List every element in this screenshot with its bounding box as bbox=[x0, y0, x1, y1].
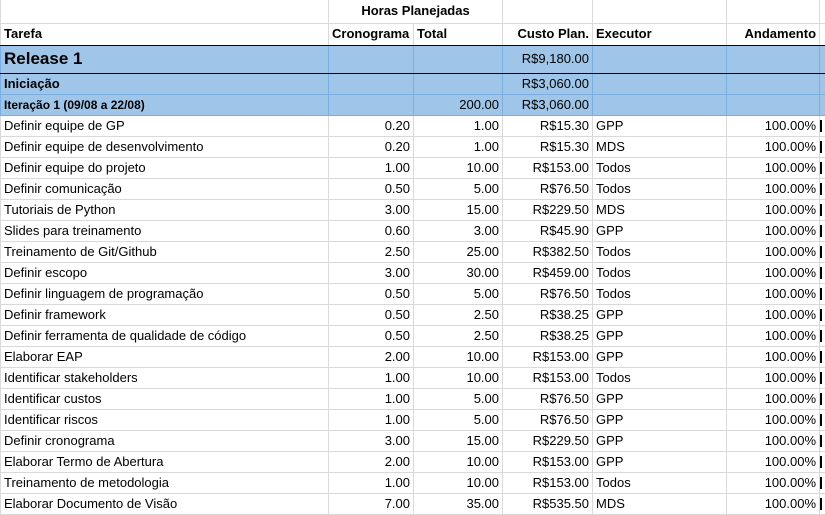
task-progress[interactable]: 100.00% bbox=[727, 346, 820, 367]
task-cost[interactable]: R$229.50 bbox=[503, 199, 593, 220]
task-cronograma[interactable]: 0.20 bbox=[329, 115, 414, 136]
task-cost[interactable]: R$153.00 bbox=[503, 157, 593, 178]
task-executor[interactable]: Todos bbox=[593, 367, 727, 388]
task-row bbox=[1, 157, 825, 178]
task-cronograma[interactable]: 1.00 bbox=[329, 367, 414, 388]
task-executor[interactable]: GPP bbox=[593, 325, 727, 346]
task-name[interactable]: Definir equipe de desenvolvimento bbox=[1, 136, 329, 157]
task-executor[interactable]: MDS bbox=[593, 493, 727, 514]
task-cost[interactable]: R$153.00 bbox=[503, 472, 593, 493]
header-row-columns bbox=[1, 23, 825, 45]
task-total[interactable]: 5.00 bbox=[414, 178, 503, 199]
task-executor[interactable]: Todos bbox=[593, 262, 727, 283]
task-executor[interactable]: Todos bbox=[593, 178, 727, 199]
task-cost[interactable]: R$153.00 bbox=[503, 451, 593, 472]
cell[interactable] bbox=[329, 94, 414, 115]
cell[interactable] bbox=[593, 94, 727, 115]
task-row bbox=[1, 262, 825, 283]
cell[interactable] bbox=[820, 0, 825, 23]
task-cronograma[interactable]: 0.20 bbox=[329, 136, 414, 157]
cell[interactable] bbox=[593, 73, 727, 94]
task-cost[interactable]: R$382.50 bbox=[503, 241, 593, 262]
task-cronograma[interactable]: 0.50 bbox=[329, 178, 414, 199]
task-row bbox=[1, 115, 825, 136]
task-total[interactable]: 30.00 bbox=[414, 262, 503, 283]
task-executor[interactable]: GPP bbox=[593, 346, 727, 367]
column-header-executor[interactable]: Executor bbox=[593, 23, 727, 45]
task-progress[interactable]: 100.00% bbox=[727, 325, 820, 346]
task-cost[interactable]: R$459.00 bbox=[503, 262, 593, 283]
iteration-row bbox=[1, 94, 825, 115]
task-row bbox=[1, 220, 825, 241]
cell[interactable] bbox=[820, 45, 825, 73]
task-row bbox=[1, 367, 825, 388]
task-executor[interactable]: MDS bbox=[593, 199, 727, 220]
cell[interactable] bbox=[329, 73, 414, 94]
task-row bbox=[1, 451, 825, 472]
task-name[interactable]: Definir comunicação bbox=[1, 178, 329, 199]
task-cost[interactable]: R$535.50 bbox=[503, 493, 593, 514]
task-total[interactable]: 3.00 bbox=[414, 220, 503, 241]
task-row bbox=[1, 241, 825, 262]
task-cronograma[interactable]: 0.50 bbox=[329, 304, 414, 325]
task-progress[interactable]: 100.00% bbox=[727, 178, 820, 199]
task-name[interactable]: Tutoriais de Python bbox=[1, 199, 329, 220]
task-row bbox=[1, 283, 825, 304]
task-total[interactable]: 1.00 bbox=[414, 136, 503, 157]
release-row bbox=[1, 45, 825, 73]
task-row bbox=[1, 304, 825, 325]
cell[interactable] bbox=[727, 45, 820, 73]
task-executor[interactable]: GPP bbox=[593, 304, 727, 325]
task-cronograma[interactable]: 1.00 bbox=[329, 472, 414, 493]
task-name[interactable]: Elaborar EAP bbox=[1, 346, 329, 367]
task-total[interactable]: 1.00 bbox=[414, 115, 503, 136]
cell[interactable] bbox=[820, 304, 825, 325]
cell[interactable] bbox=[329, 45, 414, 73]
task-name[interactable]: Definir cronograma bbox=[1, 430, 329, 451]
group-label[interactable]: Iteração 1 (09/08 a 22/08) bbox=[1, 94, 329, 115]
task-total[interactable]: 10.00 bbox=[414, 451, 503, 472]
cell[interactable] bbox=[820, 23, 825, 45]
task-executor[interactable]: GPP bbox=[593, 451, 727, 472]
cell[interactable] bbox=[820, 157, 825, 178]
task-name[interactable]: Definir equipe do projeto bbox=[1, 157, 329, 178]
cell[interactable] bbox=[820, 241, 825, 262]
task-name[interactable]: Identificar stakeholders bbox=[1, 367, 329, 388]
task-executor[interactable]: Todos bbox=[593, 157, 727, 178]
cell[interactable] bbox=[820, 346, 825, 367]
cell[interactable] bbox=[820, 325, 825, 346]
task-name[interactable]: Treinamento de metodologia bbox=[1, 472, 329, 493]
header-row-group bbox=[1, 0, 825, 23]
task-row bbox=[1, 430, 825, 451]
cell[interactable] bbox=[820, 136, 825, 157]
task-cost[interactable]: R$153.00 bbox=[503, 367, 593, 388]
cell[interactable] bbox=[727, 73, 820, 94]
task-name[interactable]: Definir framework bbox=[1, 304, 329, 325]
task-row bbox=[1, 325, 825, 346]
cell[interactable] bbox=[820, 409, 825, 430]
task-cronograma[interactable]: 2.00 bbox=[329, 346, 414, 367]
task-cost[interactable]: R$76.50 bbox=[503, 283, 593, 304]
task-row bbox=[1, 178, 825, 199]
column-header-cronograma[interactable]: Cronograma bbox=[329, 23, 414, 45]
task-executor[interactable]: GPP bbox=[593, 430, 727, 451]
column-header-andamento[interactable]: Andamento bbox=[727, 23, 820, 45]
cell[interactable] bbox=[820, 283, 825, 304]
task-progress[interactable]: 100.00% bbox=[727, 157, 820, 178]
phase-row bbox=[1, 73, 825, 94]
task-cronograma[interactable]: 7.00 bbox=[329, 493, 414, 514]
task-cronograma[interactable]: 0.60 bbox=[329, 220, 414, 241]
task-progress[interactable]: 100.00% bbox=[727, 430, 820, 451]
cell[interactable] bbox=[593, 0, 727, 23]
task-cost[interactable]: R$38.25 bbox=[503, 304, 593, 325]
cell[interactable] bbox=[820, 367, 825, 388]
task-total[interactable]: 15.00 bbox=[414, 430, 503, 451]
task-progress[interactable]: 100.00% bbox=[727, 388, 820, 409]
task-total[interactable]: 10.00 bbox=[414, 346, 503, 367]
task-progress[interactable]: 100.00% bbox=[727, 115, 820, 136]
task-name[interactable]: Slides para treinamento bbox=[1, 220, 329, 241]
task-executor[interactable]: GPP bbox=[593, 115, 727, 136]
group-cost[interactable]: R$3,060.00 bbox=[503, 94, 593, 115]
group-total[interactable] bbox=[414, 73, 503, 94]
task-executor[interactable]: GPP bbox=[593, 220, 727, 241]
task-total[interactable]: 10.00 bbox=[414, 367, 503, 388]
task-cronograma[interactable]: 1.00 bbox=[329, 157, 414, 178]
task-total[interactable]: 15.00 bbox=[414, 199, 503, 220]
task-name[interactable]: Elaborar Documento de Visão bbox=[1, 493, 329, 514]
task-executor[interactable]: GPP bbox=[593, 409, 727, 430]
cell[interactable] bbox=[820, 451, 825, 472]
task-name[interactable]: Definir linguagem de programação bbox=[1, 283, 329, 304]
task-cronograma[interactable]: 2.50 bbox=[329, 241, 414, 262]
task-cronograma[interactable]: 3.00 bbox=[329, 430, 414, 451]
task-progress[interactable]: 100.00% bbox=[727, 220, 820, 241]
task-name[interactable]: Identificar riscos bbox=[1, 409, 329, 430]
task-cost[interactable]: R$76.50 bbox=[503, 388, 593, 409]
cell[interactable] bbox=[820, 115, 825, 136]
task-row bbox=[1, 472, 825, 493]
task-name[interactable]: Definir escopo bbox=[1, 262, 329, 283]
task-progress[interactable]: 100.00% bbox=[727, 136, 820, 157]
group-cost[interactable]: R$9,180.00 bbox=[503, 45, 593, 73]
task-cronograma[interactable]: 1.00 bbox=[329, 388, 414, 409]
cell[interactable] bbox=[593, 45, 727, 73]
group-cost[interactable]: R$3,060.00 bbox=[503, 73, 593, 94]
task-progress[interactable]: 100.00% bbox=[727, 241, 820, 262]
task-total[interactable]: 2.50 bbox=[414, 304, 503, 325]
task-total[interactable]: 25.00 bbox=[414, 241, 503, 262]
task-executor[interactable]: GPP bbox=[593, 388, 727, 409]
group-label[interactable]: Release 1 bbox=[1, 45, 329, 73]
cell[interactable] bbox=[820, 178, 825, 199]
task-row bbox=[1, 346, 825, 367]
column-header-tarefa[interactable]: Tarefa bbox=[1, 23, 329, 45]
cell[interactable] bbox=[820, 199, 825, 220]
cell[interactable] bbox=[727, 0, 820, 23]
task-total[interactable]: 5.00 bbox=[414, 409, 503, 430]
cell[interactable] bbox=[727, 94, 820, 115]
task-progress[interactable]: 100.00% bbox=[727, 304, 820, 325]
task-total[interactable]: 35.00 bbox=[414, 493, 503, 514]
task-cronograma[interactable]: 0.50 bbox=[329, 283, 414, 304]
task-name[interactable]: Definir equipe de GP bbox=[1, 115, 329, 136]
task-executor[interactable]: Todos bbox=[593, 241, 727, 262]
task-cronograma[interactable]: 2.00 bbox=[329, 451, 414, 472]
task-total[interactable]: 10.00 bbox=[414, 157, 503, 178]
cell[interactable] bbox=[820, 472, 825, 493]
task-name[interactable]: Definir ferramenta de qualidade de código bbox=[1, 325, 329, 346]
task-cronograma[interactable]: 1.00 bbox=[329, 409, 414, 430]
task-executor[interactable]: MDS bbox=[593, 136, 727, 157]
task-cost[interactable]: R$153.00 bbox=[503, 346, 593, 367]
task-cost[interactable]: R$15.30 bbox=[503, 115, 593, 136]
task-cronograma[interactable]: 0.50 bbox=[329, 325, 414, 346]
task-progress[interactable]: 100.00% bbox=[727, 409, 820, 430]
task-cronograma[interactable]: 3.00 bbox=[329, 199, 414, 220]
cell[interactable] bbox=[820, 220, 825, 241]
group-total[interactable]: 200.00 bbox=[414, 94, 503, 115]
task-executor[interactable]: Todos bbox=[593, 472, 727, 493]
cell[interactable] bbox=[1, 0, 329, 23]
cell[interactable] bbox=[820, 262, 825, 283]
task-progress[interactable]: 100.00% bbox=[727, 493, 820, 514]
task-cost[interactable]: R$76.50 bbox=[503, 409, 593, 430]
cell[interactable] bbox=[503, 0, 593, 23]
column-header-total[interactable]: Total bbox=[414, 23, 503, 45]
cell[interactable] bbox=[820, 73, 825, 94]
column-group-title[interactable]: Horas Planejadas bbox=[329, 0, 503, 23]
task-cost[interactable]: R$229.50 bbox=[503, 430, 593, 451]
cell[interactable] bbox=[820, 388, 825, 409]
cell[interactable] bbox=[820, 430, 825, 451]
task-row bbox=[1, 388, 825, 409]
group-total[interactable] bbox=[414, 45, 503, 73]
task-executor[interactable]: Todos bbox=[593, 283, 727, 304]
task-cronograma[interactable]: 3.00 bbox=[329, 262, 414, 283]
task-cost[interactable]: R$15.30 bbox=[503, 136, 593, 157]
task-row bbox=[1, 493, 825, 514]
task-progress[interactable]: 100.00% bbox=[727, 283, 820, 304]
task-row bbox=[1, 136, 825, 157]
group-label[interactable]: Iniciação bbox=[1, 73, 329, 94]
task-row bbox=[1, 199, 825, 220]
task-name[interactable]: Treinamento de Git/Github bbox=[1, 241, 329, 262]
task-cost[interactable]: R$38.25 bbox=[503, 325, 593, 346]
task-name[interactable]: Identificar custos bbox=[1, 388, 329, 409]
cell[interactable] bbox=[820, 94, 825, 115]
task-name[interactable]: Elaborar Termo de Abertura bbox=[1, 451, 329, 472]
task-cost[interactable]: R$45.90 bbox=[503, 220, 593, 241]
task-total[interactable]: 5.00 bbox=[414, 283, 503, 304]
task-cost[interactable]: R$76.50 bbox=[503, 178, 593, 199]
column-header-custo[interactable]: Custo Plan. bbox=[503, 23, 593, 45]
task-total[interactable]: 2.50 bbox=[414, 325, 503, 346]
cell[interactable] bbox=[820, 493, 825, 514]
task-progress[interactable]: 100.00% bbox=[727, 451, 820, 472]
task-total[interactable]: 10.00 bbox=[414, 472, 503, 493]
task-progress[interactable]: 100.00% bbox=[727, 367, 820, 388]
task-progress[interactable]: 100.00% bbox=[727, 199, 820, 220]
task-row bbox=[1, 409, 825, 430]
task-progress[interactable]: 100.00% bbox=[727, 262, 820, 283]
task-progress[interactable]: 100.00% bbox=[727, 472, 820, 493]
task-total[interactable]: 5.00 bbox=[414, 388, 503, 409]
